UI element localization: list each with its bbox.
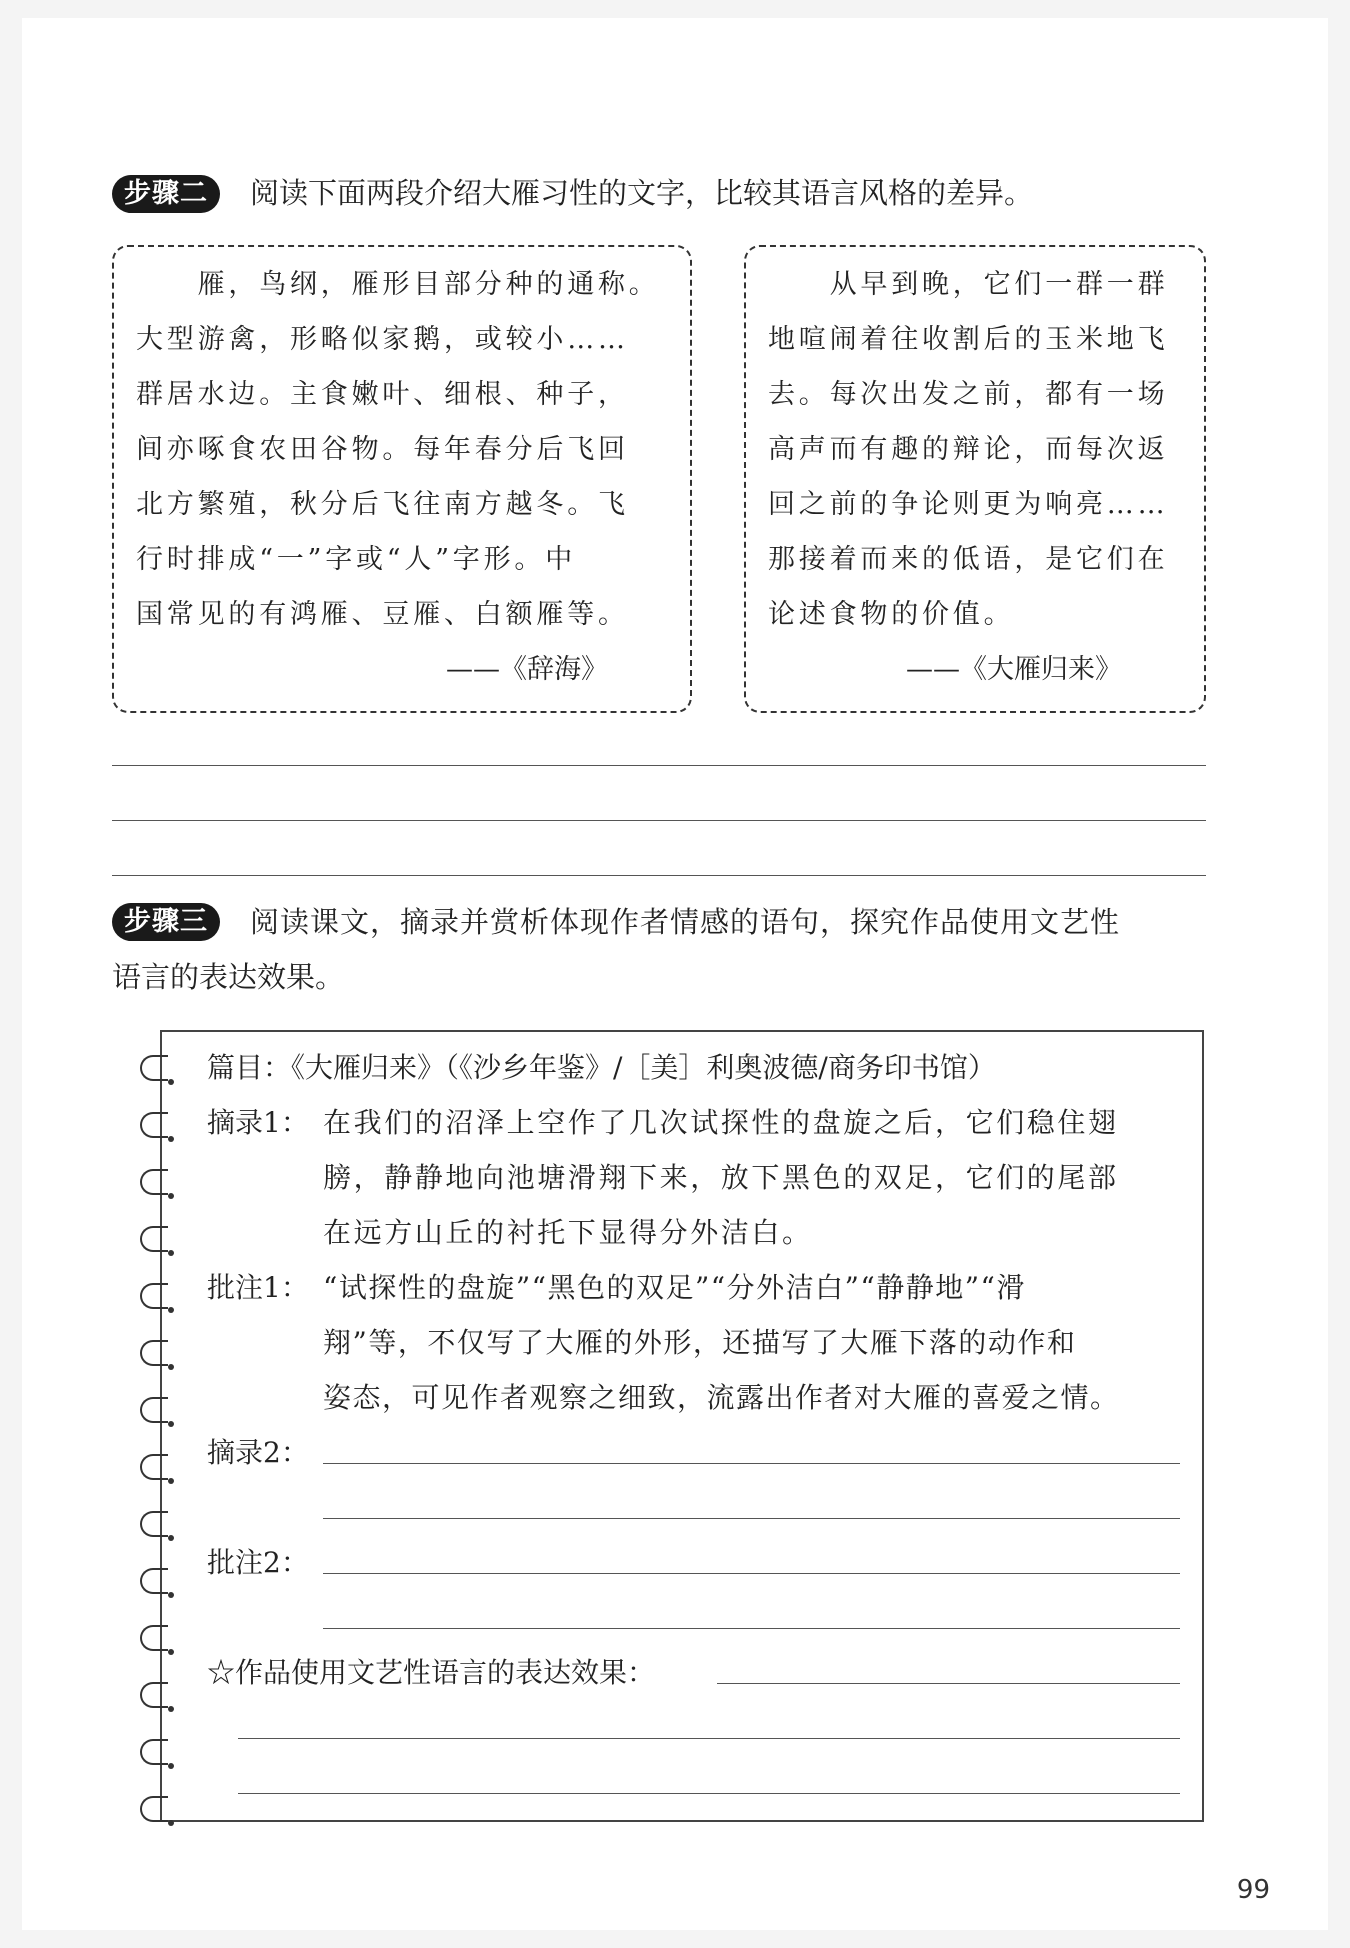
step3-instruction-line2: 语言的表达效果。 (112, 960, 345, 994)
effect-answer-line[interactable] (238, 1793, 1180, 1794)
excerpt2-label: 摘录2： (207, 1436, 309, 1469)
effect-label: ☆作品使用文艺性语言的表达效果： (207, 1656, 656, 1689)
step2-instruction: 阅读下面两段介绍大雁习性的文字，比较其语言风格的差异。 (250, 176, 1034, 210)
binder-ring-icon (140, 1397, 168, 1423)
passage-line: 那接着而来的低语，是它们在 (768, 544, 1169, 575)
step3-badge: 步骤三 (112, 903, 220, 941)
passage-line: 论述食物的价值。 (768, 599, 1015, 630)
passage-line: 雁，鸟纲，雁形目部分种的通称。 (136, 269, 660, 300)
passage-line: 去。每次出发之前，都有一场 (768, 379, 1169, 410)
note2-answer-line[interactable] (323, 1573, 1180, 1574)
effect-answer-line[interactable] (717, 1683, 1180, 1684)
binder-ring-icon (140, 1055, 168, 1081)
passage-box-geese-return (744, 245, 1206, 713)
binder-ring-icon (140, 1511, 168, 1537)
binder-ring-icon (140, 1796, 168, 1822)
binder-ring-icon (140, 1454, 168, 1480)
note1-line: “试探性的盘旋”“黑色的双足”“分外洁白”“静静地”“滑 (323, 1271, 1026, 1304)
excerpt1-label: 摘录1： (207, 1106, 309, 1139)
excerpt1-line: 在远方山丘的衬托下显得分外洁白。 (323, 1216, 813, 1249)
passage-line: 间亦啄食农田谷物。每年春分后飞回 (136, 434, 629, 465)
passage-line: 从早到晚，它们一群一群 (768, 269, 1169, 300)
passage-line: 地喧闹着往收割后的玉米地飞 (768, 324, 1169, 355)
step2-badge: 步骤二 (112, 175, 220, 213)
note2-label: 批注2： (207, 1546, 309, 1579)
binder-ring-icon (140, 1682, 168, 1708)
answer-line[interactable] (112, 875, 1206, 876)
passage-source: ——《辞海》 (446, 654, 608, 685)
passage-source: ——《大雁归来》 (906, 654, 1122, 685)
binder-ring-icon (140, 1340, 168, 1366)
answer-line[interactable] (112, 820, 1206, 821)
binder-ring-icon (140, 1739, 168, 1765)
excerpt2-answer-line[interactable] (323, 1463, 1180, 1464)
note1-label: 批注1： (207, 1271, 309, 1304)
binder-ring-icon (140, 1226, 168, 1252)
effect-answer-line[interactable] (238, 1738, 1180, 1739)
passage-line: 大型游禽，形略似家鹅，或较小…… (136, 324, 629, 355)
note1-line: 姿态，可见作者观察之细致，流露出作者对大雁的喜爱之情。 (323, 1381, 1120, 1414)
binder-ring-icon (140, 1112, 168, 1138)
passage-line: 回之前的争论则更为响亮…… (768, 489, 1169, 520)
binder-ring-icon (140, 1283, 168, 1309)
excerpt1-line: 膀，静静地向池塘滑翔下来，放下黑色的双足，它们的尾部 (323, 1161, 1119, 1194)
answer-line[interactable] (112, 765, 1206, 766)
note2-answer-line[interactable] (323, 1628, 1180, 1629)
binder-ring-icon (140, 1625, 168, 1651)
page-number: 99 (1236, 1875, 1270, 1905)
passage-box-cihai (112, 245, 692, 713)
step3-instruction-line1: 阅读课文，摘录并赏析体现作者情感的语句，探究作品使用文艺性 (250, 905, 1121, 939)
excerpt1-line: 在我们的沼泽上空作了几次试探性的盘旋之后，它们稳住翅 (323, 1106, 1119, 1139)
binder-ring-icon (140, 1169, 168, 1195)
passage-line: 北方繁殖，秋分后飞往南方越冬。飞 (136, 489, 629, 520)
excerpt2-answer-line[interactable] (323, 1518, 1180, 1519)
notebook-title: 篇目：《大雁归来》（《沙乡年鉴》/［美］利奥波德/商务印书馆） (207, 1051, 996, 1084)
passage-line: 高声而有趣的辩论，而每次返 (768, 434, 1169, 465)
passage-line: 行时排成“一”字或“人”字形。中 (136, 544, 577, 575)
passage-line: 国常见的有鸿雁、豆雁、白额雁等。 (136, 599, 629, 630)
binder-ring-icon (140, 1568, 168, 1594)
note1-line: 翔”等，不仅写了大雁的外形，还描写了大雁下落的动作和 (323, 1326, 1077, 1359)
passage-line: 群居水边。主食嫩叶、细根、种子， (136, 379, 629, 410)
